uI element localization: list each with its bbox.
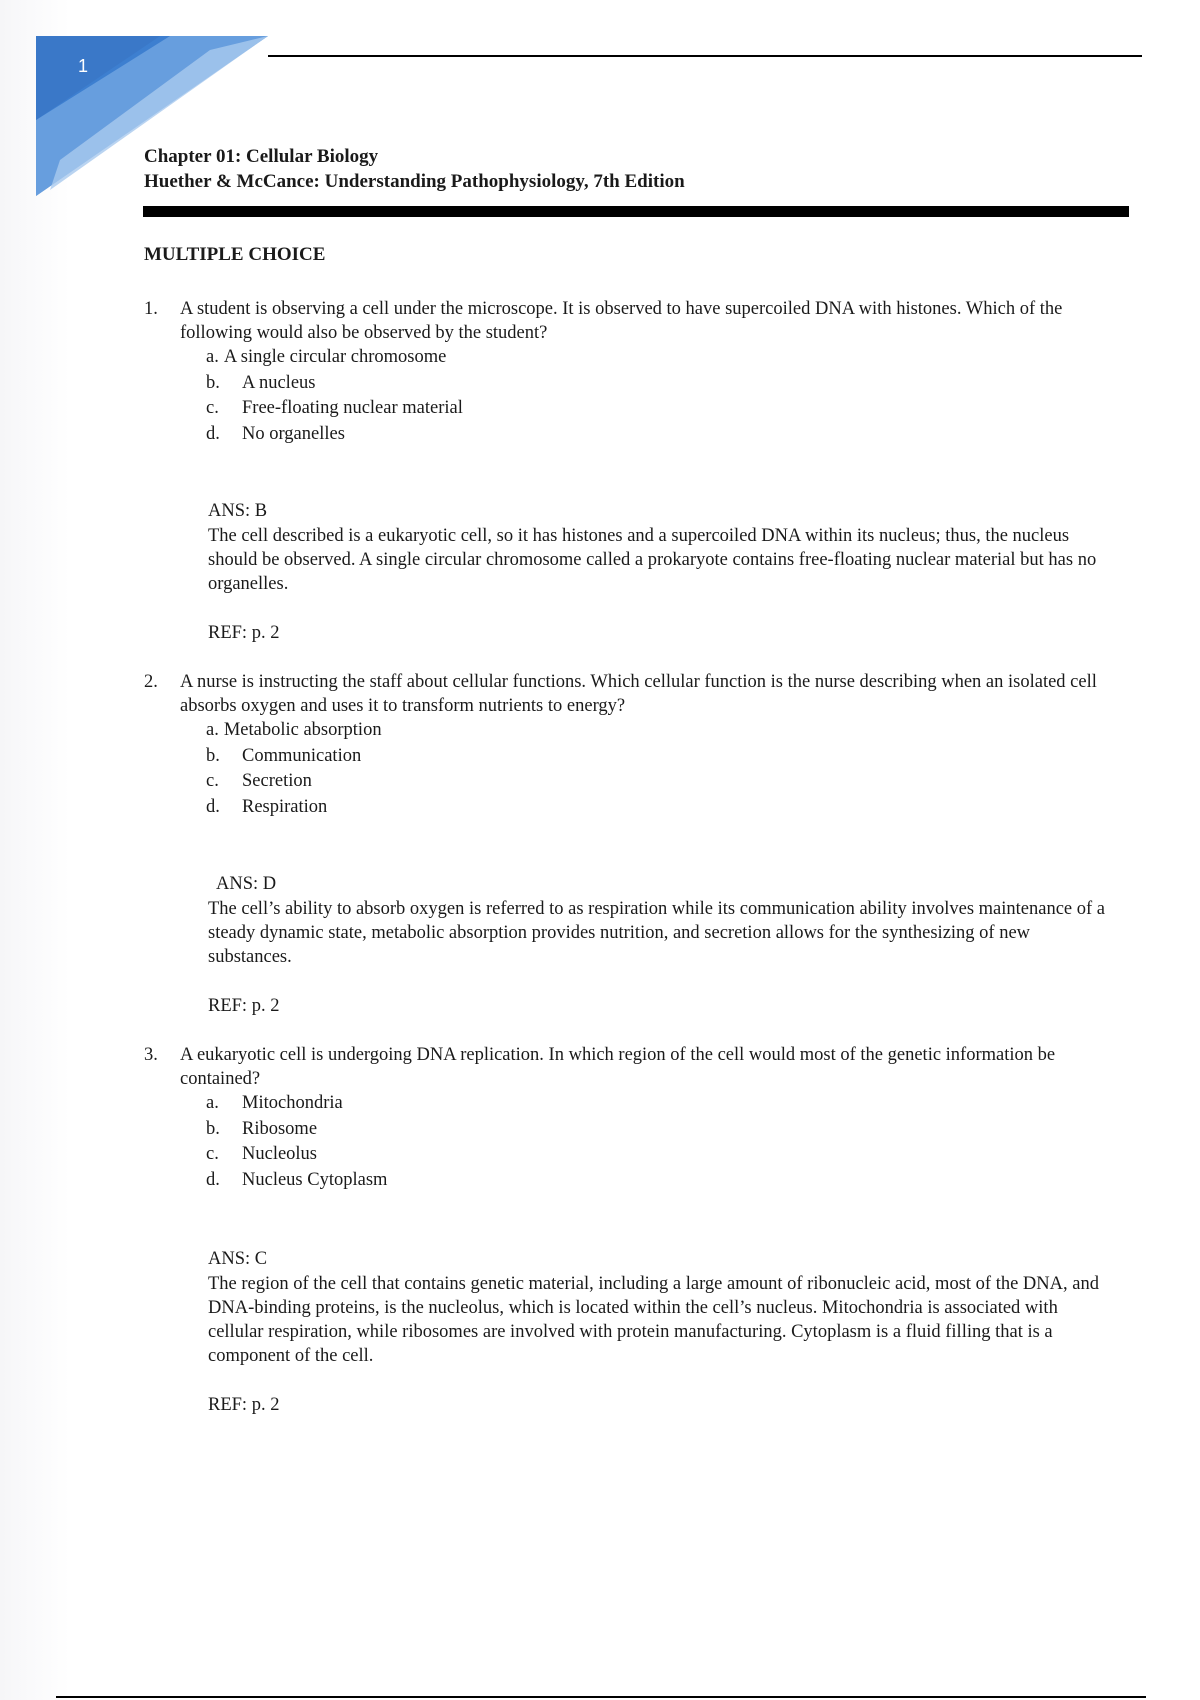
option-c [206, 769, 1124, 795]
question-1 [144, 297, 1124, 645]
options-list [206, 1091, 1124, 1193]
option-text: A nucleus [242, 372, 316, 393]
answer-key: ANS: B [208, 501, 268, 521]
page-shadow [0, 0, 70, 1700]
options-list [206, 345, 1124, 447]
page-reference: REF: p. 2 [208, 1395, 280, 1415]
page-reference: REF: p. 2 [208, 996, 280, 1016]
option-d [206, 422, 1124, 448]
option-letter: b. [206, 372, 220, 393]
question-number: 2. [144, 672, 158, 692]
option-b [206, 371, 1124, 397]
answer-rationale: The cell described is a eukaryotic cell, so it has histones and a supercoiled DNA within its nucleus; thus, the nucleus should be observed. A single circular chromosome called a prokaryote contains free-floating nuclear material but has no organelles. [208, 526, 1097, 594]
option-a [206, 718, 1124, 744]
section-title: MULTIPLE CHOICE [144, 244, 326, 265]
option-letter: b. [206, 1118, 220, 1139]
answer-block [208, 499, 1108, 645]
option-text: Free-floating nuclear material [242, 398, 463, 418]
question-stem [144, 1043, 1124, 1091]
answer-rationale: The cell’s ability to absorb oxygen is referred to as respiration while its communication ability involves maintenance of a steady dynamic state, metabolic absorption provides nutrition, and secretion allows for the synthesizing of new substances. [208, 899, 1105, 967]
page-reference: REF: p. 2 [208, 623, 280, 643]
question-2 [144, 670, 1124, 1018]
bottom-rule [56, 1696, 1146, 1698]
chapter-title: Chapter 01: Cellular Biology [144, 146, 379, 167]
question-number: 3. [144, 1045, 158, 1065]
option-b [206, 744, 1124, 770]
option-text: Nucleus Cytoplasm [242, 1169, 388, 1190]
option-letter: d. [206, 1169, 220, 1190]
document-header [144, 144, 685, 194]
question-text: A student is observing a cell under the microscope. It is observed to have supercoiled DNA with histones. Which of the following would also be observed by the student? [180, 299, 1063, 343]
option-text: Mitochondria [242, 1093, 343, 1113]
option-text: Metabolic absorption [223, 720, 382, 740]
option-letter: d. [206, 423, 220, 444]
option-a [206, 1091, 1124, 1117]
option-letter: a. [206, 720, 219, 740]
page-number: 1 [78, 56, 89, 76]
option-text: No organelles [242, 423, 345, 444]
options-list [206, 718, 1124, 820]
option-c [206, 1142, 1124, 1168]
option-text: A single circular chromosome [223, 347, 447, 367]
option-b [206, 1117, 1124, 1143]
option-text: Secretion [242, 771, 312, 791]
header-divider [143, 206, 1129, 217]
book-title: Huether & McCance: Understanding Pathophysiology, 7th Edition [144, 171, 685, 192]
question-stem [144, 670, 1124, 718]
option-a [206, 345, 1124, 371]
option-d [206, 1168, 1124, 1194]
answer-block [208, 1247, 1108, 1417]
option-letter: c. [206, 771, 219, 791]
answer-block [208, 872, 1108, 1018]
question-text: A eukaryotic cell is undergoing DNA replication. In which region of the cell would most of the genetic information be contained? [180, 1045, 1056, 1089]
option-letter: a. [206, 347, 219, 367]
top-rule [268, 55, 1142, 57]
option-text: Respiration [242, 796, 328, 817]
option-letter: d. [206, 796, 220, 817]
option-letter: c. [206, 1144, 219, 1164]
question-stem [144, 297, 1124, 345]
option-letter: b. [206, 745, 220, 766]
option-d [206, 795, 1124, 821]
question-text: A nurse is instructing the staff about cellular functions. Which cellular function is the nurse describing when an isolated cell absorbs oxygen and uses it to transform nutrients to energy? [180, 672, 1097, 716]
question-3 [144, 1043, 1124, 1417]
answer-key: ANS: D [216, 874, 277, 894]
answer-key: ANS: C [208, 1249, 268, 1269]
option-text: Ribosome [242, 1118, 318, 1139]
option-c [206, 396, 1124, 422]
answer-rationale: The region of the cell that contains genetic material, including a large amount of ribonucleic acid, most of the DNA, and DNA-binding proteins, is the nucleolus, which is located within the cell’s nucleus. Mitochondria is associated with cellular respiration, while ribosomes are involved with protein manufacturing. Cytoplasm is a fluid filling that is a component of the cell. [208, 1274, 1099, 1366]
option-text: Nucleolus [242, 1144, 318, 1164]
option-text: Communication [242, 745, 362, 766]
option-letter: c. [206, 398, 219, 418]
option-letter: a. [206, 1093, 219, 1113]
question-number: 1. [144, 299, 158, 319]
